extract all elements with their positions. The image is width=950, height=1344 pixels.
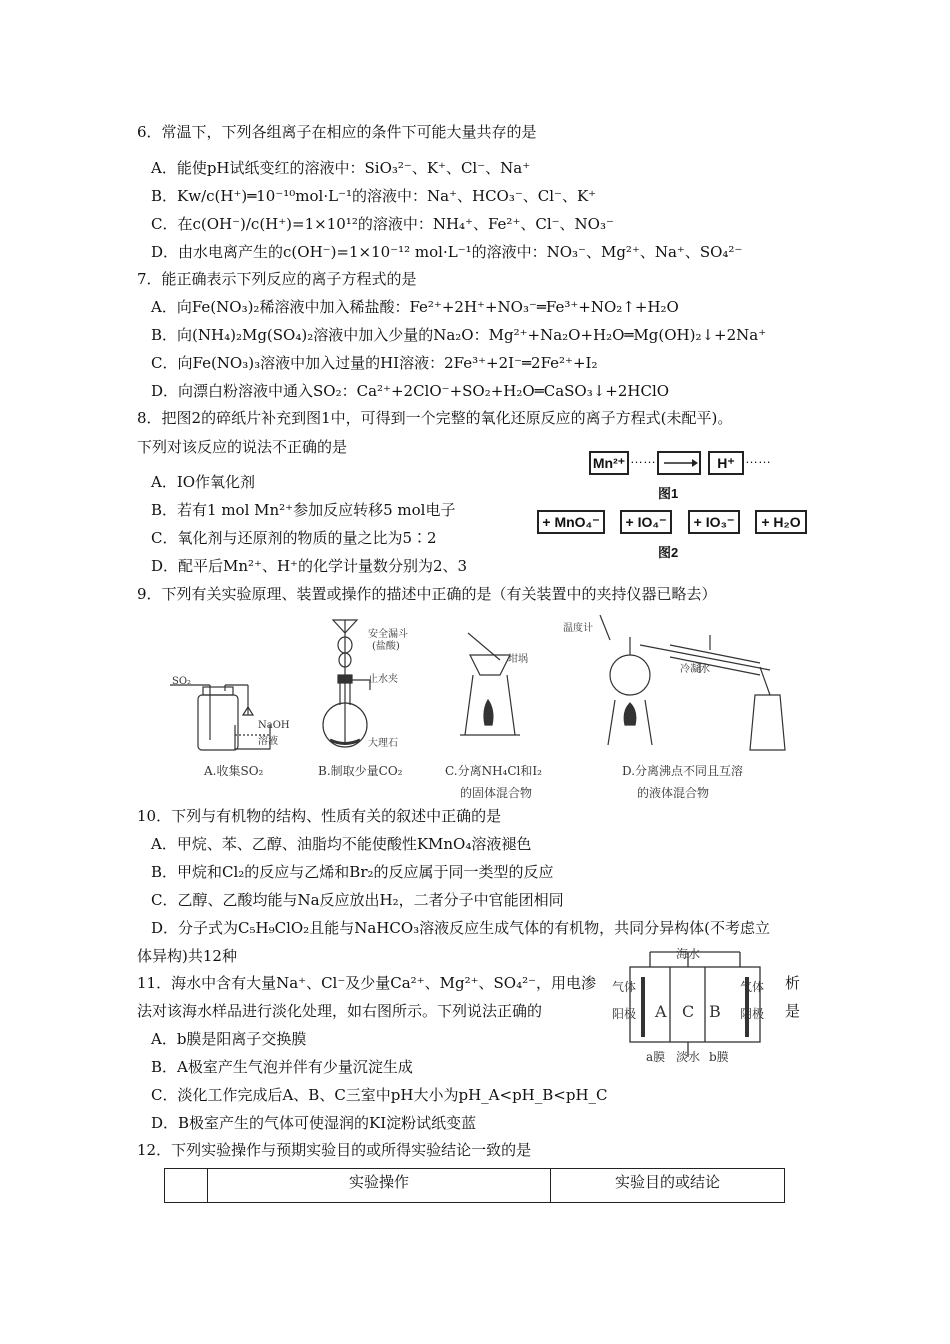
fig2-piece-mno4: + MnO₄⁻: [537, 510, 605, 534]
q11-option-c: C．淡化工作完成后A、B、C三室中pH大小为pH_A<pH_B<pH_C: [151, 1086, 608, 1104]
fig1-mn-box: Mn²⁺: [589, 451, 629, 475]
q8-stem-line2: 下列对该反应的说法不正确的是: [137, 438, 348, 456]
q8-option-a: A．IO作氧化剂: [151, 473, 256, 491]
q12-table: [164, 1168, 785, 1203]
q6-stem: 6．常温下，下列各组离子在相应的条件下可能大量共存的是: [137, 123, 537, 141]
q10-option-a: A．甲烷、苯、乙醇、油脂均不能使酸性KMnO₄溶液褪色: [151, 835, 532, 853]
fig1-caption: 图1: [658, 486, 679, 501]
caption-d-line1: D.分离沸点不同且互溶: [622, 764, 744, 778]
distillation-apparatus: [600, 615, 785, 750]
label-chamber-c: C: [682, 1002, 695, 1021]
header-conclusion: 实验目的或结论: [551, 1169, 785, 1203]
table-header-row: [165, 1169, 785, 1203]
q11-stem-line2: 法对该海水样品进行淡化处理，如右图所示。下列说法正确的: [137, 1002, 543, 1020]
q8-option-d: D．配平后Mn²⁺、H⁺的化学计量数分别为2、3: [151, 557, 468, 575]
q9-stem: 9．下列有关实验原理、装置或操作的描述中正确的是（有关装置中的夹持仪器已略去）: [137, 585, 717, 603]
q12-stem: 12．下列实验操作与预期实验目的或所得实验结论一致的是: [137, 1141, 532, 1159]
label-seawater: 海水: [676, 947, 701, 961]
label-cathode: 阴极: [740, 1007, 765, 1021]
fig2-piece-h2o: + H₂O: [755, 510, 807, 534]
q6-option-b: B．Kw/c(H⁺)═10⁻¹⁰mol·L⁻¹的溶液中：Na⁺、HCO₃⁻、Cl⁻、K⁺: [151, 187, 597, 205]
label-clamp: 止水夹: [368, 674, 398, 685]
q11-option-d: D．B极室产生的气体可使湿润的KI淀粉试纸变蓝: [151, 1114, 477, 1132]
q7-stem: 7．能正确表示下列反应的离子方程式的是: [137, 270, 417, 288]
q11-stem-line1: 11．海水中含有大量Na⁺、Cl⁻及少量Ca²⁺、Mg²⁺、SO₄²⁻，用电渗: [137, 974, 597, 992]
fig2-caption: 图2: [658, 545, 679, 560]
q8-option-b: B．若有1 mol Mn²⁺参加反应转移5 mol电子: [151, 501, 456, 519]
q8-stem-line1: 8．把图2的碎纸片补充到图1中，可得到一个完整的氧化还原反应的离子方程式(未配平)。: [137, 409, 733, 427]
caption-c-line2: 的固体混合物: [460, 786, 533, 800]
q6-option-a: A．能使pH试纸变红的溶液中：SiO₃²⁻、K⁺、Cl⁻、Na⁺: [151, 159, 531, 177]
label-gas-left: 气体: [612, 980, 637, 994]
fig1-dots-2: ……: [745, 451, 771, 466]
label-crucible: 坩埚: [508, 654, 528, 665]
label-marble: 大理石: [368, 738, 398, 749]
caption-b: B.制取少量CO₂: [318, 764, 403, 778]
q10-stem: 10．下列与有机物的结构、性质有关的叙述中正确的是: [137, 807, 502, 825]
q11-option-a: A．b膜是阳离子交换膜: [151, 1030, 307, 1048]
fig2-piece-io4: + IO₄⁻: [620, 510, 672, 534]
co2-generator-apparatus: [323, 620, 370, 747]
q7-option-b: B．向(NH₄)₂Mg(SO₄)₂溶液中加入少量的Na₂O：Mg²⁺+Na₂O+H₂O═Mg(OH)₂↓+2Na⁺: [151, 326, 767, 344]
fig1-h-box: H⁺: [708, 451, 744, 475]
label-naoh-solution: 溶液: [258, 736, 278, 747]
q8-option-c: C．氧化剂与还原剂的物质的量之比为5∶2: [151, 529, 437, 547]
label-chamber-b: B: [709, 1002, 721, 1021]
label-naoh: NaOH: [258, 720, 290, 731]
q11-stem-line1-end: 析: [785, 974, 801, 992]
fig1-dots-1: ……: [630, 451, 656, 466]
label-membrane-b: b膜: [709, 1050, 729, 1064]
caption-a: A.收集SO₂: [204, 764, 264, 778]
gas-collection-apparatus: [170, 685, 270, 750]
q11-option-b: B．A极室产生气泡并伴有少量沉淀生成: [151, 1058, 413, 1076]
q6-option-c: C．在c(OH⁻)/c(H⁺)=1×10¹²的溶液中：NH₄⁺、Fe²⁺、Cl⁻、NO₃⁻: [151, 215, 614, 233]
label-cooling-water: 冷凝水: [680, 664, 710, 675]
label-fresh-water: 淡水: [676, 1050, 701, 1064]
label-thermometer: 温度计: [563, 623, 593, 634]
q10-option-c: C．乙醇、乙酸均能与Na反应放出H₂，二者分子中官能团相同: [151, 891, 564, 909]
q6-option-d: D．由水电离产生的c(OH⁻)=1×10⁻¹² mol·L⁻¹的溶液中：NO₃⁻、Mg²⁺、Na⁺、SO₄²⁻: [151, 243, 743, 261]
label-safety-funnel: 安全漏斗: [368, 629, 408, 640]
q7-option-d: D．向漂白粉溶液中通入SO₂：Ca²⁺+2ClO⁻+SO₂+H₂O═CaSO₃↓+2HClO: [151, 382, 670, 400]
caption-d-line2: 的液体混合物: [637, 786, 710, 800]
sublimation-apparatus: [460, 633, 520, 735]
q7-option-a: A．向Fe(NO₃)₂稀溶液中加入稀盐酸：Fe²⁺+2H⁺+NO₃⁻═Fe³⁺+NO₂↑+H₂O: [151, 298, 679, 316]
header-index: [165, 1169, 208, 1203]
q10-option-d: D．分子式为C₅H₉ClO₂且能与NaHCO₃溶液反应生成气体的有机物，共同分异构体(不考虑立: [151, 919, 770, 937]
fig2-piece-io3: + IO₃⁻: [688, 510, 740, 534]
label-gas-right: 气体: [740, 980, 765, 994]
header-operation: 实验操作: [208, 1169, 551, 1203]
label-so2: SO₂: [172, 676, 192, 687]
caption-c-line1: C.分离NH₄Cl和I₂: [445, 764, 542, 778]
label-anode: 阳极: [612, 1007, 637, 1021]
q7-option-c: C．向Fe(NO₃)₃溶液中加入过量的HI溶液：2Fe³⁺+2I⁻═2Fe²⁺+I₂: [151, 354, 598, 372]
label-membrane-a: a膜: [646, 1050, 666, 1064]
fig1-arrow-box: [657, 451, 701, 475]
arrow-icon: [659, 453, 699, 473]
q11-stem-line2-end: 是: [785, 1002, 801, 1020]
label-hcl: (盐酸): [372, 641, 400, 652]
q10-option-b: B．甲烷和Cl₂的反应与乙烯和Br₂的反应属于同一类型的反应: [151, 863, 554, 881]
label-chamber-a: A: [655, 1002, 667, 1021]
q10-option-d-cont: 体异构)共12种: [137, 947, 237, 965]
